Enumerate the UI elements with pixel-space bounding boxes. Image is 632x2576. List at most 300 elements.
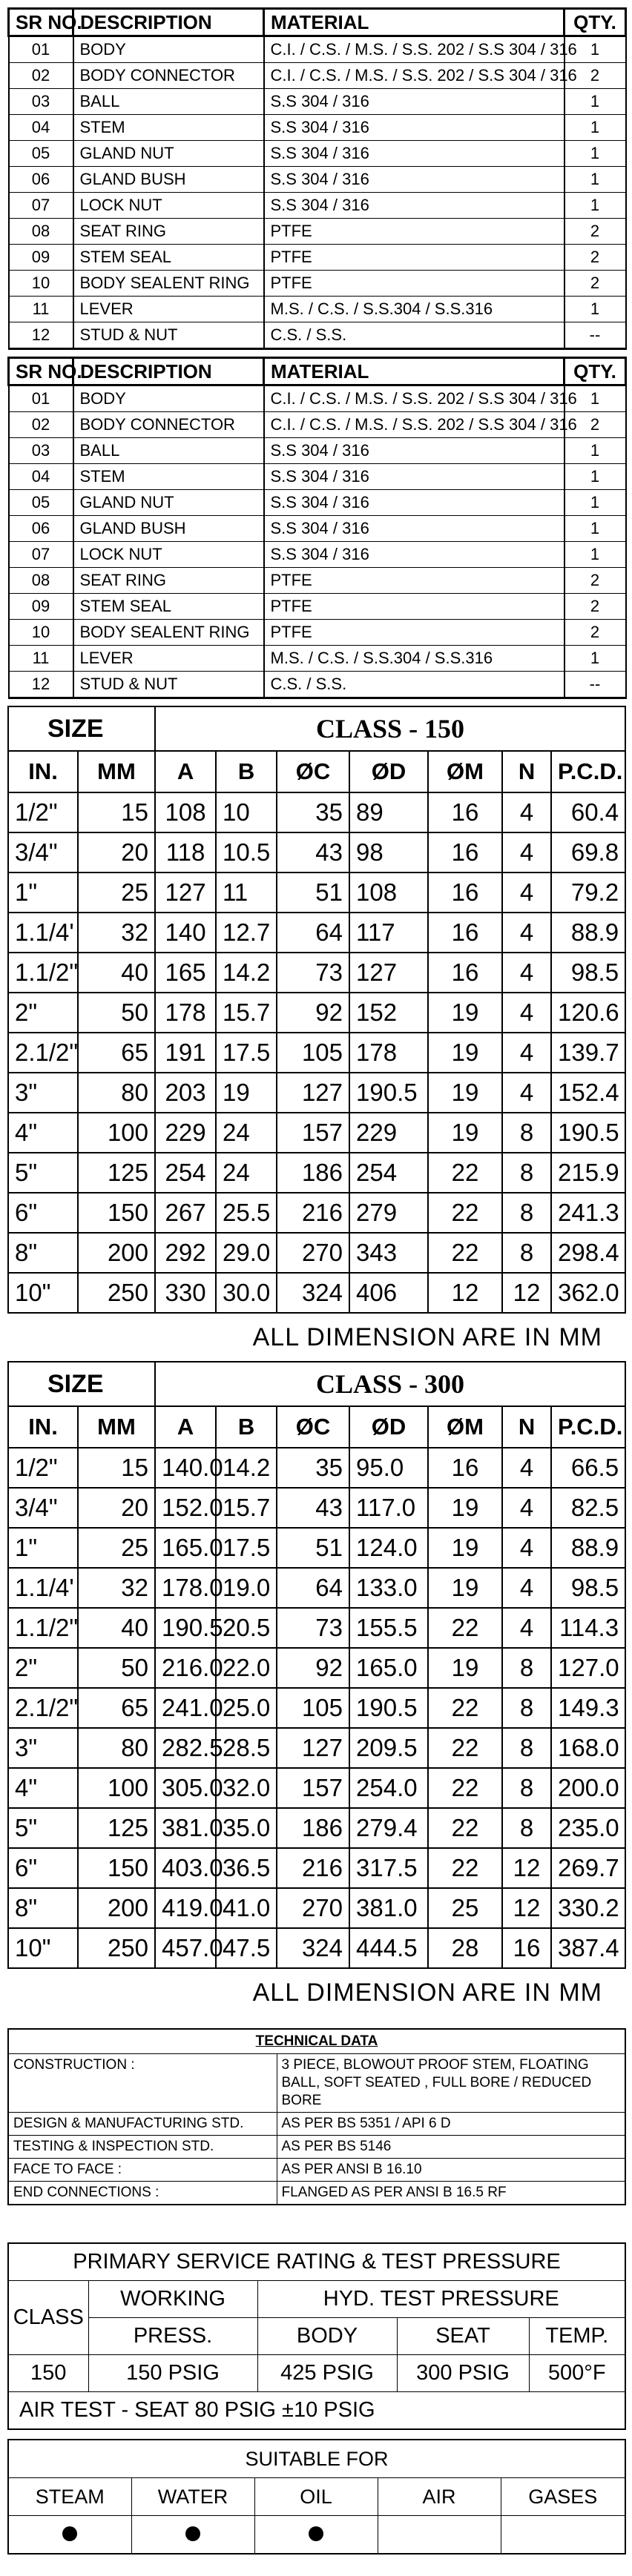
sr-no-header: SR NO.: [9, 358, 73, 385]
dim-a: 330: [155, 1273, 216, 1313]
col-header-d: ØD: [349, 1406, 428, 1448]
hyd-test-label: HYD. TEST PRESSURE: [257, 2281, 625, 2318]
dim-pcd: 215.9: [551, 1153, 625, 1193]
dim-n: 8: [502, 1768, 551, 1808]
dim-m: 22: [428, 1768, 502, 1808]
size-in: 1": [8, 1528, 78, 1568]
sr-no: 07: [9, 193, 73, 219]
dim-m: 22: [428, 1193, 502, 1233]
dim-b: 19: [216, 1073, 277, 1113]
table-row: [8, 2182, 625, 2205]
size-in: 1.1/2": [8, 953, 78, 993]
class-caption: CLASS - 300: [155, 1362, 625, 1406]
dim-m: 19: [428, 993, 502, 1033]
table-row: [9, 438, 626, 464]
dim-pcd: 114.3: [551, 1608, 625, 1648]
dim-d: 152: [349, 993, 428, 1033]
size-in: 1/2": [8, 1448, 78, 1488]
size-in: 3/4": [8, 1488, 78, 1528]
material: S.S 304 / 316: [264, 490, 564, 516]
dim-c: 64: [277, 913, 349, 953]
table-row: [8, 1888, 625, 1928]
col-header-m: ØM: [428, 751, 502, 792]
dim-m: 19: [428, 1488, 502, 1528]
qty: 1: [564, 438, 626, 464]
material: PTFE: [264, 219, 564, 245]
dim-a: 457.0: [155, 1928, 216, 1968]
dim-c: 105: [277, 1033, 349, 1073]
dim-m: 22: [428, 1153, 502, 1193]
qty: 2: [564, 568, 626, 594]
sr-no-header: SR NO.: [9, 9, 73, 36]
rating-value-row: [8, 2355, 625, 2392]
column-header-row: [8, 1406, 625, 1448]
dim-n: 8: [502, 1113, 551, 1153]
dim-b: 25.5: [216, 1193, 277, 1233]
dim-a: 190.5: [155, 1608, 216, 1648]
qty: 2: [564, 620, 626, 646]
sr-no: 01: [9, 385, 73, 412]
material: S.S 304 / 316: [264, 438, 564, 464]
parts-header-row: [9, 9, 626, 36]
size-in: 4": [8, 1113, 78, 1153]
dim-a: 305.0: [155, 1768, 216, 1808]
mark-cell: [8, 2516, 131, 2555]
table-row: [8, 953, 625, 993]
dim-m: 19: [428, 1568, 502, 1608]
dim-c: 43: [277, 832, 349, 873]
material: C.I. / C.S. / M.S. / S.S. 202 / S.S 304 / 316: [264, 36, 564, 63]
size-in: 3": [8, 1728, 78, 1768]
description: STEM SEAL: [73, 594, 264, 620]
description: STEM: [73, 115, 264, 141]
col-header-c: ØC: [277, 751, 349, 792]
bullet-icon: [62, 2526, 77, 2541]
tech-label: END CONNECTIONS :: [8, 2182, 277, 2205]
table-row: [8, 873, 625, 913]
qty: 2: [564, 594, 626, 620]
description: LOCK NUT: [73, 193, 264, 219]
material: C.I. / C.S. / M.S. / S.S. 202 / S.S 304 / 316: [264, 412, 564, 438]
dim-m: 19: [428, 1528, 502, 1568]
working-pressure-value: 150 PSIG: [88, 2355, 257, 2392]
col-header-b: B: [216, 1406, 277, 1448]
dim-b: 19.0: [216, 1568, 277, 1608]
table-row: [9, 594, 626, 620]
table-row: [8, 832, 625, 873]
size-in: 8": [8, 1888, 78, 1928]
table-row: [8, 2054, 625, 2113]
dim-pcd: 98.5: [551, 1568, 625, 1608]
table-row: [9, 297, 626, 322]
dim-pcd: 298.4: [551, 1233, 625, 1273]
table-row: [8, 1033, 625, 1073]
dim-d: 229: [349, 1113, 428, 1153]
size-in: 6": [8, 1848, 78, 1888]
dim-n: 8: [502, 1728, 551, 1768]
size-mm: 200: [78, 1233, 155, 1273]
qty: 1: [564, 36, 626, 63]
technical-data-table: [7, 2028, 626, 2205]
dim-b: 47.5: [216, 1928, 277, 1968]
dim-n: 4: [502, 913, 551, 953]
table-row: [9, 89, 626, 115]
dim-d: 133.0: [349, 1568, 428, 1608]
dim-b: 22.0: [216, 1648, 277, 1688]
dim-n: 8: [502, 1193, 551, 1233]
class-300-dimension-table: [7, 1361, 626, 1969]
size-mm: 20: [78, 832, 155, 873]
dim-pcd: 241.3: [551, 1193, 625, 1233]
material: M.S. / C.S. / S.S.304 / S.S.316: [264, 646, 564, 672]
media-air: AIR: [378, 2478, 501, 2516]
dim-m: 16: [428, 873, 502, 913]
col-header-in: IN.: [8, 751, 78, 792]
size-in: 1.1/2": [8, 1608, 78, 1648]
rating-title-row: [8, 2243, 625, 2281]
suitable-title: SUITABLE FOR: [8, 2440, 625, 2478]
size-in: 2": [8, 1648, 78, 1688]
size-mm: 50: [78, 1648, 155, 1688]
material: S.S 304 / 316: [264, 542, 564, 568]
service-rating-table: [7, 2242, 626, 2430]
dim-b: 10.5: [216, 832, 277, 873]
qty: 1: [564, 646, 626, 672]
bullet-icon: [185, 2526, 200, 2541]
table-row: [8, 1153, 625, 1193]
material: S.S 304 / 316: [264, 141, 564, 167]
sr-no: 01: [9, 36, 73, 63]
table-row: [8, 1688, 625, 1728]
table-row: [8, 1273, 625, 1313]
col-header-n: N: [502, 751, 551, 792]
description: SEAT RING: [73, 219, 264, 245]
press-label: PRESS.: [88, 2318, 257, 2355]
table-row: [9, 36, 626, 63]
col-header-n: N: [502, 1406, 551, 1448]
size-mm: 250: [78, 1928, 155, 1968]
dim-c: 216: [277, 1193, 349, 1233]
dim-a: 229: [155, 1113, 216, 1153]
dim-m: 25: [428, 1888, 502, 1928]
dim-c: 105: [277, 1688, 349, 1728]
body-pressure-value: 425 PSIG: [257, 2355, 397, 2392]
col-header-pcd: P.C.D.: [551, 1406, 625, 1448]
dim-pcd: 235.0: [551, 1808, 625, 1848]
size-in: 10": [8, 1273, 78, 1313]
table-row: [9, 322, 626, 349]
dim-b: 10: [216, 792, 277, 832]
dim-n: 4: [502, 1448, 551, 1488]
description: BODY CONNECTOR: [73, 412, 264, 438]
material: PTFE: [264, 620, 564, 646]
col-header-b: B: [216, 751, 277, 792]
tech-label: DESIGN & MANUFACTURING STD.: [8, 2113, 277, 2136]
bullet-icon: [309, 2526, 323, 2541]
tech-value: AS PER ANSI B 16.10: [277, 2159, 625, 2182]
qty: 2: [564, 245, 626, 271]
table-row: [8, 1448, 625, 1488]
dim-a: 267: [155, 1193, 216, 1233]
dim-c: 186: [277, 1808, 349, 1848]
sr-no: 03: [9, 89, 73, 115]
table-row: [9, 620, 626, 646]
qty: 1: [564, 89, 626, 115]
table-row: [8, 1193, 625, 1233]
size-mm: 40: [78, 1608, 155, 1648]
table-row: [8, 2113, 625, 2136]
dim-d: 254: [349, 1153, 428, 1193]
qty: 1: [564, 385, 626, 412]
col-header-pcd: P.C.D.: [551, 751, 625, 792]
sr-no: 11: [9, 297, 73, 322]
size-in: 3": [8, 1073, 78, 1113]
mark-cell: [131, 2516, 254, 2555]
air-test-text: AIR TEST - SEAT 80 PSIG ±10 PSIG: [8, 2392, 625, 2430]
table-row: [9, 672, 626, 698]
dim-a: 254: [155, 1153, 216, 1193]
class-150-dimension-table: [7, 706, 626, 1314]
dim-d: 89: [349, 792, 428, 832]
dim-d: 98: [349, 832, 428, 873]
dim-a: 203: [155, 1073, 216, 1113]
table-row: [8, 1113, 625, 1153]
size-in: 5": [8, 1808, 78, 1848]
material: PTFE: [264, 568, 564, 594]
dim-d: 279: [349, 1193, 428, 1233]
dim-n: 12: [502, 1888, 551, 1928]
size-mm: 150: [78, 1193, 155, 1233]
sr-no: 12: [9, 322, 73, 349]
size-mm: 32: [78, 913, 155, 953]
table-row: [8, 1848, 625, 1888]
tech-label: TESTING & INSPECTION STD.: [8, 2136, 277, 2159]
dim-c: 35: [277, 1448, 349, 1488]
sr-no: 09: [9, 594, 73, 620]
dim-m: 22: [428, 1848, 502, 1888]
description: BODY SEALENT RING: [73, 271, 264, 297]
sr-no: 12: [9, 672, 73, 698]
dim-d: 209.5: [349, 1728, 428, 1768]
rating-subheader-row: [8, 2318, 625, 2355]
size-mm: 40: [78, 953, 155, 993]
dim-b: 32.0: [216, 1768, 277, 1808]
dim-a: 108: [155, 792, 216, 832]
table-row: [8, 2159, 625, 2182]
seat-label: SEAT: [397, 2318, 529, 2355]
dimension-note: ALL DIMENSION ARE IN MM: [252, 1323, 602, 1351]
description: BODY: [73, 36, 264, 63]
dim-a: 419.0: [155, 1888, 216, 1928]
size-in: 1.1/4': [8, 1568, 78, 1608]
dim-pcd: 60.4: [551, 792, 625, 832]
dim-pcd: 190.5: [551, 1113, 625, 1153]
class-label: CLASS: [8, 2281, 88, 2355]
dim-b: 17.5: [216, 1033, 277, 1073]
dim-n: 4: [502, 1073, 551, 1113]
qty: --: [564, 672, 626, 698]
description: BALL: [73, 438, 264, 464]
table-row: [8, 913, 625, 953]
sr-no: 06: [9, 516, 73, 542]
table-row: [8, 1728, 625, 1768]
table-row: [8, 1488, 625, 1528]
dim-m: 19: [428, 1648, 502, 1688]
dim-c: 270: [277, 1233, 349, 1273]
table-row: [9, 115, 626, 141]
dim-d: 317.5: [349, 1848, 428, 1888]
sr-no: 11: [9, 646, 73, 672]
size-in: 2.1/2": [8, 1688, 78, 1728]
table-row: [9, 219, 626, 245]
size-mm: 80: [78, 1073, 155, 1113]
dim-b: 24: [216, 1113, 277, 1153]
qty: 1: [564, 490, 626, 516]
dim-a: 178.0: [155, 1568, 216, 1608]
dim-a: 118: [155, 832, 216, 873]
caption-row: [8, 1362, 625, 1406]
sr-no: 07: [9, 542, 73, 568]
dim-a: 152.0: [155, 1488, 216, 1528]
dim-a: 216.0: [155, 1648, 216, 1688]
media-row: [8, 2478, 625, 2516]
dim-d: 381.0: [349, 1888, 428, 1928]
dim-pcd: 79.2: [551, 873, 625, 913]
size-in: 8": [8, 1233, 78, 1273]
dim-n: 4: [502, 1568, 551, 1608]
dim-pcd: 387.4: [551, 1928, 625, 1968]
temperature-value: 500°F: [529, 2355, 625, 2392]
table-row: [8, 2136, 625, 2159]
col-header-mm: MM: [78, 1406, 155, 1448]
table-row: [9, 271, 626, 297]
qty: 2: [564, 219, 626, 245]
class-value: 150: [8, 2355, 88, 2392]
size-mm: 100: [78, 1113, 155, 1153]
dim-pcd: 168.0: [551, 1728, 625, 1768]
table-row: [8, 1233, 625, 1273]
qty: 1: [564, 193, 626, 219]
dim-m: 22: [428, 1688, 502, 1728]
material: S.S 304 / 316: [264, 167, 564, 193]
table-row: [9, 412, 626, 438]
size-mm: 150: [78, 1848, 155, 1888]
col-header-a: A: [155, 751, 216, 792]
dim-a: 140: [155, 913, 216, 953]
dim-pcd: 200.0: [551, 1768, 625, 1808]
material: S.S 304 / 316: [264, 516, 564, 542]
size-in: 1": [8, 873, 78, 913]
suitable-title-row: [8, 2440, 625, 2478]
material: S.S 304 / 316: [264, 89, 564, 115]
qty: 1: [564, 297, 626, 322]
dim-c: 270: [277, 1888, 349, 1928]
size-in: 2": [8, 993, 78, 1033]
table-row: [8, 1768, 625, 1808]
qty: 2: [564, 271, 626, 297]
dim-b: 28.5: [216, 1728, 277, 1768]
dim-n: 8: [502, 1688, 551, 1728]
description: GLAND NUT: [73, 490, 264, 516]
dim-a: 165: [155, 953, 216, 993]
dim-a: 381.0: [155, 1808, 216, 1848]
material: PTFE: [264, 245, 564, 271]
description: BODY SEALENT RING: [73, 620, 264, 646]
table-row: [8, 1928, 625, 1968]
size-mm: 200: [78, 1888, 155, 1928]
table-row: [8, 1568, 625, 1608]
material: C.S. / S.S.: [264, 322, 564, 349]
size-mm: 15: [78, 792, 155, 832]
dim-n: 8: [502, 1648, 551, 1688]
dim-m: 28: [428, 1928, 502, 1968]
size-in: 10": [8, 1928, 78, 1968]
mark-row: [8, 2516, 625, 2555]
size-in: 4": [8, 1768, 78, 1808]
size-mm: 32: [78, 1568, 155, 1608]
col-header-m: ØM: [428, 1406, 502, 1448]
seat-pressure-value: 300 PSIG: [397, 2355, 529, 2392]
material: S.S 304 / 316: [264, 193, 564, 219]
dim-n: 4: [502, 1528, 551, 1568]
air-test-row: [8, 2392, 625, 2430]
dim-pcd: 120.6: [551, 993, 625, 1033]
dim-c: 51: [277, 1528, 349, 1568]
dim-n: 4: [502, 993, 551, 1033]
material: C.I. / C.S. / M.S. / S.S. 202 / S.S 304 / 316: [264, 385, 564, 412]
tech-value: 3 PIECE, BLOWOUT PROOF STEM, FLOATING BALL, SOFT SEATED , FULL BORE / REDUCED BORE: [277, 2054, 625, 2113]
dim-d: 190.5: [349, 1073, 428, 1113]
dim-a: 403.0: [155, 1848, 216, 1888]
description: LEVER: [73, 297, 264, 322]
size-mm: 25: [78, 873, 155, 913]
dim-n: 8: [502, 1808, 551, 1848]
suitable-for-table: [7, 2439, 626, 2555]
dim-m: 19: [428, 1073, 502, 1113]
col-header-c: ØC: [277, 1406, 349, 1448]
dim-pcd: 152.4: [551, 1073, 625, 1113]
dim-pcd: 149.3: [551, 1688, 625, 1728]
description: GLAND BUSH: [73, 167, 264, 193]
sr-no: 06: [9, 167, 73, 193]
dim-c: 92: [277, 993, 349, 1033]
size-mm: 250: [78, 1273, 155, 1313]
table-row: [9, 464, 626, 490]
table-row: [9, 63, 626, 89]
dim-n: 8: [502, 1233, 551, 1273]
material-header: MATERIAL: [264, 358, 564, 385]
dim-pcd: 139.7: [551, 1033, 625, 1073]
size-caption: SIZE: [8, 706, 155, 751]
dim-b: 14.2: [216, 1448, 277, 1488]
dim-n: 12: [502, 1848, 551, 1888]
description: STUD & NUT: [73, 322, 264, 349]
dim-c: 73: [277, 1608, 349, 1648]
dim-d: 178: [349, 1033, 428, 1073]
sr-no: 08: [9, 568, 73, 594]
tech-value: FLANGED AS PER ANSI B 16.5 RF: [277, 2182, 625, 2205]
size-caption: SIZE: [8, 1362, 155, 1406]
dim-d: 279.4: [349, 1808, 428, 1848]
sr-no: 05: [9, 490, 73, 516]
material: C.I. / C.S. / M.S. / S.S. 202 / S.S 304 / 316: [264, 63, 564, 89]
tech-value: AS PER BS 5146: [277, 2136, 625, 2159]
dim-m: 16: [428, 792, 502, 832]
description: GLAND BUSH: [73, 516, 264, 542]
dim-n: 8: [502, 1153, 551, 1193]
dim-c: 157: [277, 1768, 349, 1808]
size-mm: 125: [78, 1153, 155, 1193]
